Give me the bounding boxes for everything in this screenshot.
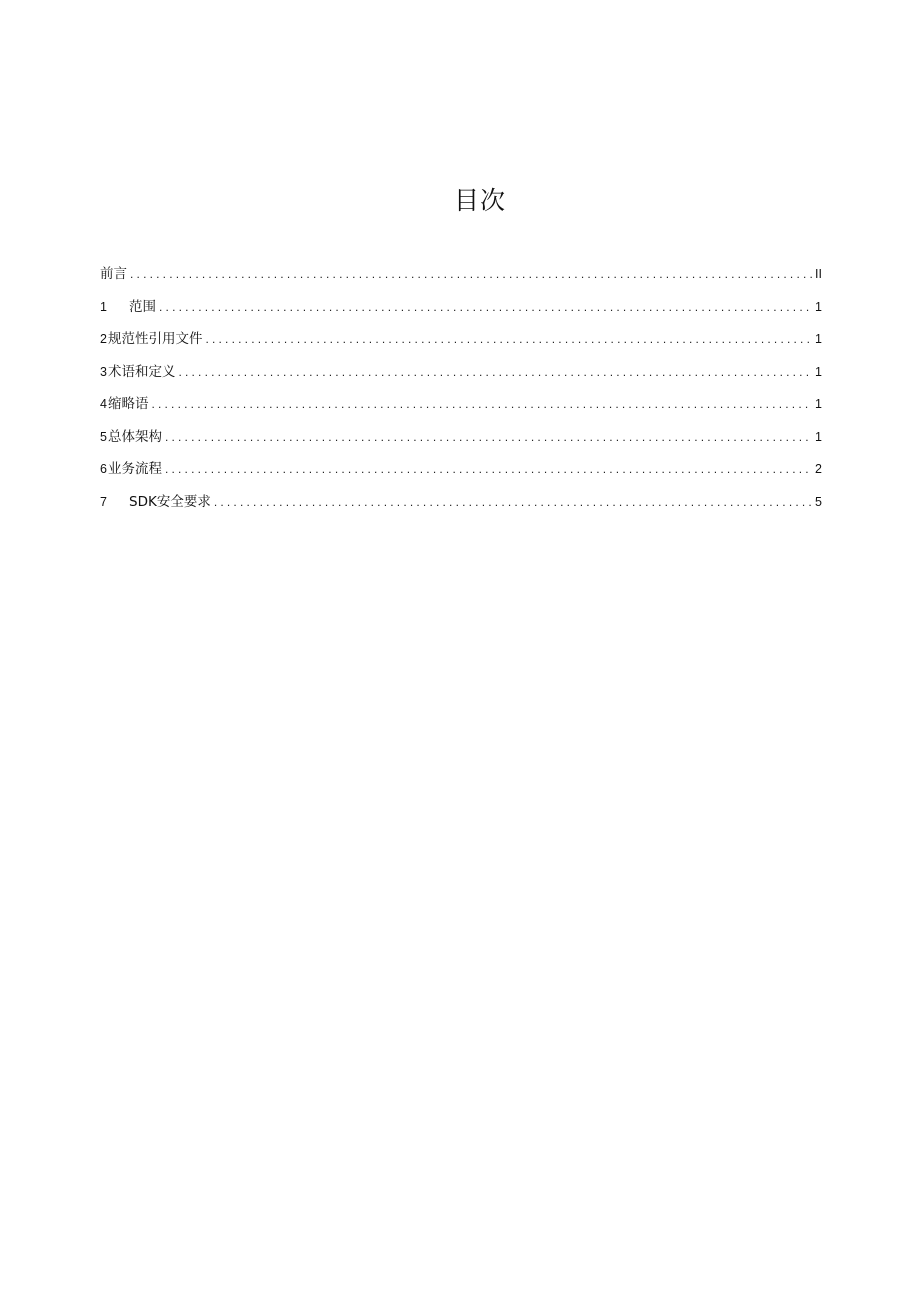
toc-entry-overall-architecture[interactable] (100, 421, 822, 454)
toc-entry-label: 缩略语 (107, 396, 149, 412)
toc-entry-sdk-security[interactable] (100, 486, 822, 519)
toc-entry-label: 前言 (100, 266, 127, 282)
toc-entry-business-process[interactable] (100, 453, 822, 486)
toc-entry-page: 2 (815, 462, 822, 476)
toc-entry-page: 5 (815, 494, 822, 509)
toc-list (100, 258, 822, 518)
toc-entry-number: 7 (100, 494, 107, 509)
toc-entry-page: II (815, 267, 822, 281)
toc-entry-page: 1 (815, 429, 822, 444)
toc-entry-terms-definitions[interactable] (100, 356, 822, 389)
toc-entry-page: 1 (815, 364, 822, 379)
toc-entry-label: 总体架构 (107, 428, 162, 445)
toc-title: 目次 (453, 186, 506, 215)
toc-dot-leader (159, 291, 812, 324)
toc-entry-abbreviations[interactable] (100, 388, 822, 421)
toc-entry-label: SDK安全要求 (129, 493, 211, 510)
toc-dot-leader (214, 486, 812, 519)
toc-dot-leader (205, 323, 812, 356)
toc-entry-foreword[interactable] (100, 258, 822, 291)
toc-entry-number: 3 (100, 364, 107, 379)
toc-entry-normative-references[interactable] (100, 323, 822, 356)
toc-dot-leader (165, 421, 812, 454)
toc-dot-leader (151, 388, 812, 421)
toc-entry-label: 业务流程 (107, 461, 162, 477)
toc-entry-label: 范围 (129, 298, 156, 315)
toc-entry-page: 1 (815, 397, 822, 411)
toc-entry-number: 6 (100, 462, 107, 476)
toc-entry-number: 2 (100, 332, 107, 346)
toc-entry-label: 规范性引用文件 (107, 331, 203, 347)
toc-entry-page: 1 (815, 299, 822, 314)
toc-entry-number: 1 (100, 299, 107, 314)
toc-entry-page: 1 (815, 332, 822, 346)
toc-dot-leader (165, 453, 812, 486)
toc-dot-leader (178, 356, 812, 389)
toc-entry-number: 4 (100, 397, 107, 411)
toc-entry-scope[interactable] (100, 291, 822, 324)
toc-entry-number: 5 (100, 429, 107, 444)
toc-entry-label: 术语和定义 (107, 363, 176, 380)
toc-dot-leader (130, 258, 812, 291)
